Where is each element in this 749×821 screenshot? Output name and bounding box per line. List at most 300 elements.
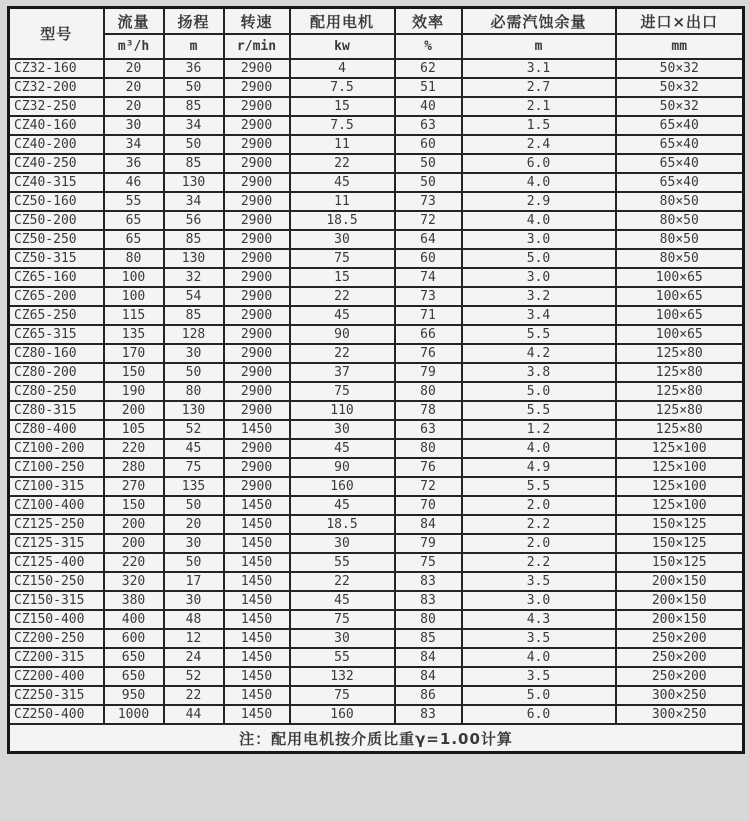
cell-efficiency: 84 xyxy=(395,648,462,667)
cell-efficiency: 63 xyxy=(395,116,462,135)
cell-power: 22 xyxy=(290,287,395,306)
cell-speed: 1450 xyxy=(224,553,290,572)
cell-flow: 220 xyxy=(104,439,164,458)
cell-ports: 250×200 xyxy=(616,648,744,667)
cell-head: 34 xyxy=(164,116,224,135)
col-unit-ports: mm xyxy=(616,34,744,59)
cell-npsh: 1.2 xyxy=(462,420,616,439)
cell-power: 110 xyxy=(290,401,395,420)
cell-head: 32 xyxy=(164,268,224,287)
table-row xyxy=(9,572,744,591)
cell-model: CZ250-315 xyxy=(9,686,104,705)
col-header-power: 配用电机 xyxy=(290,8,395,35)
cell-flow: 650 xyxy=(104,648,164,667)
table-row xyxy=(9,306,744,325)
cell-ports: 200×150 xyxy=(616,591,744,610)
cell-flow: 105 xyxy=(104,420,164,439)
cell-ports: 150×125 xyxy=(616,553,744,572)
col-header-npsh: 必需汽蚀余量 xyxy=(462,8,616,35)
cell-model: CZ125-250 xyxy=(9,515,104,534)
cell-head: 80 xyxy=(164,382,224,401)
table-row xyxy=(9,553,744,572)
cell-speed: 2900 xyxy=(224,458,290,477)
cell-ports: 80×50 xyxy=(616,249,744,268)
cell-npsh: 2.2 xyxy=(462,553,616,572)
cell-speed: 2900 xyxy=(224,325,290,344)
cell-efficiency: 84 xyxy=(395,667,462,686)
table-row xyxy=(9,496,744,515)
cell-power: 30 xyxy=(290,230,395,249)
cell-efficiency: 73 xyxy=(395,287,462,306)
cell-ports: 150×125 xyxy=(616,534,744,553)
cell-speed: 2900 xyxy=(224,439,290,458)
cell-npsh: 3.5 xyxy=(462,572,616,591)
cell-npsh: 2.7 xyxy=(462,78,616,97)
cell-efficiency: 50 xyxy=(395,173,462,192)
cell-model: CZ40-250 xyxy=(9,154,104,173)
cell-npsh: 3.0 xyxy=(462,591,616,610)
cell-speed: 2900 xyxy=(224,173,290,192)
table-row xyxy=(9,287,744,306)
table-footer xyxy=(9,724,744,753)
cell-ports: 65×40 xyxy=(616,116,744,135)
cell-head: 85 xyxy=(164,230,224,249)
cell-model: CZ125-315 xyxy=(9,534,104,553)
table-row xyxy=(9,268,744,287)
cell-power: 45 xyxy=(290,439,395,458)
cell-npsh: 5.5 xyxy=(462,401,616,420)
footnote: 注：配用电机按介质比重γ=1.00计算 xyxy=(9,724,744,753)
cell-flow: 115 xyxy=(104,306,164,325)
cell-speed: 1450 xyxy=(224,610,290,629)
cell-npsh: 4.0 xyxy=(462,439,616,458)
cell-efficiency: 83 xyxy=(395,705,462,724)
cell-head: 52 xyxy=(164,420,224,439)
cell-efficiency: 86 xyxy=(395,686,462,705)
cell-flow: 80 xyxy=(104,249,164,268)
cell-ports: 250×200 xyxy=(616,629,744,648)
cell-flow: 20 xyxy=(104,97,164,116)
cell-efficiency: 79 xyxy=(395,363,462,382)
cell-speed: 1450 xyxy=(224,686,290,705)
table-row xyxy=(9,515,744,534)
cell-speed: 2900 xyxy=(224,135,290,154)
cell-npsh: 2.9 xyxy=(462,192,616,211)
cell-power: 160 xyxy=(290,705,395,724)
cell-model: CZ50-160 xyxy=(9,192,104,211)
cell-flow: 650 xyxy=(104,667,164,686)
col-unit-speed: r/min xyxy=(224,34,290,59)
cell-flow: 20 xyxy=(104,78,164,97)
cell-model: CZ80-200 xyxy=(9,363,104,382)
cell-flow: 135 xyxy=(104,325,164,344)
cell-efficiency: 80 xyxy=(395,610,462,629)
cell-ports: 65×40 xyxy=(616,154,744,173)
table-row xyxy=(9,534,744,553)
cell-speed: 2900 xyxy=(224,401,290,420)
table-row xyxy=(9,667,744,686)
cell-model: CZ80-160 xyxy=(9,344,104,363)
cell-efficiency: 83 xyxy=(395,572,462,591)
cell-speed: 2900 xyxy=(224,211,290,230)
cell-head: 17 xyxy=(164,572,224,591)
cell-head: 50 xyxy=(164,553,224,572)
cell-power: 160 xyxy=(290,477,395,496)
cell-power: 11 xyxy=(290,192,395,211)
cell-power: 90 xyxy=(290,325,395,344)
cell-model: CZ32-250 xyxy=(9,97,104,116)
cell-model: CZ250-400 xyxy=(9,705,104,724)
cell-model: CZ50-200 xyxy=(9,211,104,230)
cell-model: CZ100-315 xyxy=(9,477,104,496)
cell-flow: 34 xyxy=(104,135,164,154)
cell-model: CZ125-400 xyxy=(9,553,104,572)
cell-power: 15 xyxy=(290,268,395,287)
pump-spec-table xyxy=(7,6,745,754)
table-row xyxy=(9,363,744,382)
table-row xyxy=(9,78,744,97)
table-row xyxy=(9,458,744,477)
cell-model: CZ200-315 xyxy=(9,648,104,667)
cell-flow: 65 xyxy=(104,211,164,230)
cell-flow: 200 xyxy=(104,401,164,420)
cell-flow: 380 xyxy=(104,591,164,610)
cell-npsh: 2.0 xyxy=(462,534,616,553)
cell-ports: 65×40 xyxy=(616,173,744,192)
col-unit-efficiency: % xyxy=(395,34,462,59)
cell-flow: 320 xyxy=(104,572,164,591)
cell-model: CZ40-200 xyxy=(9,135,104,154)
cell-head: 130 xyxy=(164,173,224,192)
cell-head: 30 xyxy=(164,591,224,610)
cell-efficiency: 60 xyxy=(395,249,462,268)
cell-flow: 30 xyxy=(104,116,164,135)
cell-ports: 300×250 xyxy=(616,705,744,724)
cell-npsh: 2.1 xyxy=(462,97,616,116)
cell-efficiency: 64 xyxy=(395,230,462,249)
cell-head: 44 xyxy=(164,705,224,724)
cell-head: 52 xyxy=(164,667,224,686)
cell-npsh: 4.2 xyxy=(462,344,616,363)
cell-power: 30 xyxy=(290,629,395,648)
table-row xyxy=(9,135,744,154)
cell-speed: 2900 xyxy=(224,192,290,211)
header-label-row xyxy=(9,8,744,35)
cell-ports: 50×32 xyxy=(616,59,744,78)
cell-power: 22 xyxy=(290,572,395,591)
cell-flow: 170 xyxy=(104,344,164,363)
cell-speed: 1450 xyxy=(224,420,290,439)
cell-speed: 2900 xyxy=(224,477,290,496)
cell-npsh: 4.3 xyxy=(462,610,616,629)
cell-model: CZ50-250 xyxy=(9,230,104,249)
cell-head: 30 xyxy=(164,534,224,553)
cell-ports: 150×125 xyxy=(616,515,744,534)
cell-npsh: 3.1 xyxy=(462,59,616,78)
col-unit-npsh: m xyxy=(462,34,616,59)
cell-npsh: 5.0 xyxy=(462,382,616,401)
cell-efficiency: 71 xyxy=(395,306,462,325)
cell-efficiency: 85 xyxy=(395,629,462,648)
table-row xyxy=(9,211,744,230)
cell-head: 36 xyxy=(164,59,224,78)
cell-flow: 150 xyxy=(104,363,164,382)
cell-power: 11 xyxy=(290,135,395,154)
cell-flow: 200 xyxy=(104,534,164,553)
col-unit-head: m xyxy=(164,34,224,59)
cell-speed: 2900 xyxy=(224,344,290,363)
cell-ports: 80×50 xyxy=(616,192,744,211)
cell-speed: 2900 xyxy=(224,230,290,249)
cell-npsh: 2.2 xyxy=(462,515,616,534)
cell-npsh: 4.0 xyxy=(462,211,616,230)
col-header-speed: 转速 xyxy=(224,8,290,35)
cell-ports: 100×65 xyxy=(616,268,744,287)
cell-power: 75 xyxy=(290,686,395,705)
cell-ports: 300×250 xyxy=(616,686,744,705)
cell-speed: 2900 xyxy=(224,363,290,382)
table-row xyxy=(9,344,744,363)
cell-head: 54 xyxy=(164,287,224,306)
cell-flow: 100 xyxy=(104,287,164,306)
cell-efficiency: 75 xyxy=(395,553,462,572)
cell-efficiency: 72 xyxy=(395,477,462,496)
table-row xyxy=(9,629,744,648)
cell-efficiency: 84 xyxy=(395,515,462,534)
cell-power: 7.5 xyxy=(290,78,395,97)
cell-ports: 125×100 xyxy=(616,439,744,458)
cell-efficiency: 83 xyxy=(395,591,462,610)
cell-npsh: 3.8 xyxy=(462,363,616,382)
cell-ports: 100×65 xyxy=(616,306,744,325)
table-row xyxy=(9,401,744,420)
cell-speed: 2900 xyxy=(224,154,290,173)
cell-head: 56 xyxy=(164,211,224,230)
cell-ports: 125×80 xyxy=(616,401,744,420)
cell-model: CZ65-315 xyxy=(9,325,104,344)
cell-model: CZ200-400 xyxy=(9,667,104,686)
cell-ports: 125×80 xyxy=(616,382,744,401)
cell-power: 22 xyxy=(290,344,395,363)
cell-power: 30 xyxy=(290,420,395,439)
cell-power: 4 xyxy=(290,59,395,78)
cell-head: 12 xyxy=(164,629,224,648)
cell-flow: 190 xyxy=(104,382,164,401)
cell-flow: 100 xyxy=(104,268,164,287)
table-row xyxy=(9,173,744,192)
cell-speed: 1450 xyxy=(224,667,290,686)
cell-ports: 100×65 xyxy=(616,325,744,344)
cell-model: CZ80-250 xyxy=(9,382,104,401)
cell-power: 7.5 xyxy=(290,116,395,135)
cell-npsh: 6.0 xyxy=(462,705,616,724)
table-row xyxy=(9,116,744,135)
table-row xyxy=(9,477,744,496)
cell-head: 50 xyxy=(164,496,224,515)
table-row xyxy=(9,382,744,401)
col-header-model: 型号 xyxy=(9,8,104,60)
cell-speed: 2900 xyxy=(224,59,290,78)
cell-flow: 46 xyxy=(104,173,164,192)
cell-efficiency: 79 xyxy=(395,534,462,553)
cell-speed: 1450 xyxy=(224,705,290,724)
cell-model: CZ65-160 xyxy=(9,268,104,287)
cell-head: 85 xyxy=(164,154,224,173)
cell-npsh: 3.5 xyxy=(462,629,616,648)
cell-efficiency: 80 xyxy=(395,382,462,401)
cell-ports: 125×100 xyxy=(616,477,744,496)
cell-power: 45 xyxy=(290,591,395,610)
cell-npsh: 2.0 xyxy=(462,496,616,515)
cell-head: 34 xyxy=(164,192,224,211)
cell-model: CZ65-250 xyxy=(9,306,104,325)
cell-head: 50 xyxy=(164,135,224,154)
cell-ports: 100×65 xyxy=(616,287,744,306)
cell-ports: 250×200 xyxy=(616,667,744,686)
cell-efficiency: 76 xyxy=(395,344,462,363)
cell-head: 24 xyxy=(164,648,224,667)
cell-flow: 950 xyxy=(104,686,164,705)
cell-model: CZ150-315 xyxy=(9,591,104,610)
cell-model: CZ32-200 xyxy=(9,78,104,97)
cell-head: 22 xyxy=(164,686,224,705)
col-header-ports: 进口×出口 xyxy=(616,8,744,35)
cell-speed: 2900 xyxy=(224,268,290,287)
cell-ports: 50×32 xyxy=(616,97,744,116)
cell-npsh: 5.0 xyxy=(462,686,616,705)
table-header xyxy=(9,8,744,60)
table-row xyxy=(9,686,744,705)
cell-power: 15 xyxy=(290,97,395,116)
cell-efficiency: 40 xyxy=(395,97,462,116)
cell-speed: 2900 xyxy=(224,287,290,306)
cell-flow: 65 xyxy=(104,230,164,249)
cell-ports: 65×40 xyxy=(616,135,744,154)
cell-npsh: 5.0 xyxy=(462,249,616,268)
cell-ports: 80×50 xyxy=(616,230,744,249)
cell-efficiency: 50 xyxy=(395,154,462,173)
table-row xyxy=(9,439,744,458)
cell-flow: 280 xyxy=(104,458,164,477)
cell-model: CZ100-400 xyxy=(9,496,104,515)
table-body xyxy=(9,59,744,724)
cell-head: 130 xyxy=(164,249,224,268)
cell-model: CZ100-200 xyxy=(9,439,104,458)
cell-head: 50 xyxy=(164,363,224,382)
footnote-row xyxy=(9,724,744,753)
cell-power: 90 xyxy=(290,458,395,477)
cell-flow: 20 xyxy=(104,59,164,78)
cell-head: 75 xyxy=(164,458,224,477)
cell-model: CZ150-400 xyxy=(9,610,104,629)
cell-efficiency: 80 xyxy=(395,439,462,458)
cell-head: 30 xyxy=(164,344,224,363)
cell-npsh: 3.2 xyxy=(462,287,616,306)
table-row xyxy=(9,705,744,724)
cell-npsh: 1.5 xyxy=(462,116,616,135)
cell-efficiency: 66 xyxy=(395,325,462,344)
cell-npsh: 6.0 xyxy=(462,154,616,173)
cell-power: 55 xyxy=(290,553,395,572)
cell-flow: 36 xyxy=(104,154,164,173)
col-unit-flow: m³/h xyxy=(104,34,164,59)
cell-efficiency: 62 xyxy=(395,59,462,78)
cell-model: CZ80-315 xyxy=(9,401,104,420)
cell-speed: 1450 xyxy=(224,648,290,667)
cell-flow: 1000 xyxy=(104,705,164,724)
cell-power: 45 xyxy=(290,173,395,192)
cell-model: CZ100-250 xyxy=(9,458,104,477)
cell-efficiency: 63 xyxy=(395,420,462,439)
cell-flow: 220 xyxy=(104,553,164,572)
cell-flow: 200 xyxy=(104,515,164,534)
cell-model: CZ40-160 xyxy=(9,116,104,135)
cell-speed: 2900 xyxy=(224,116,290,135)
cell-power: 18.5 xyxy=(290,211,395,230)
cell-power: 45 xyxy=(290,496,395,515)
table-row xyxy=(9,325,744,344)
cell-model: CZ150-250 xyxy=(9,572,104,591)
cell-model: CZ40-315 xyxy=(9,173,104,192)
cell-npsh: 2.4 xyxy=(462,135,616,154)
cell-head: 135 xyxy=(164,477,224,496)
col-header-flow: 流量 xyxy=(104,8,164,35)
table-row xyxy=(9,610,744,629)
cell-speed: 1450 xyxy=(224,534,290,553)
cell-head: 20 xyxy=(164,515,224,534)
cell-ports: 200×150 xyxy=(616,572,744,591)
cell-model: CZ80-400 xyxy=(9,420,104,439)
col-header-efficiency: 效率 xyxy=(395,8,462,35)
cell-efficiency: 60 xyxy=(395,135,462,154)
cell-power: 45 xyxy=(290,306,395,325)
cell-npsh: 4.0 xyxy=(462,648,616,667)
col-header-head: 扬程 xyxy=(164,8,224,35)
cell-head: 50 xyxy=(164,78,224,97)
cell-head: 48 xyxy=(164,610,224,629)
cell-efficiency: 78 xyxy=(395,401,462,420)
cell-ports: 125×100 xyxy=(616,458,744,477)
table-row xyxy=(9,192,744,211)
cell-model: CZ200-250 xyxy=(9,629,104,648)
col-unit-power: kw xyxy=(290,34,395,59)
cell-power: 55 xyxy=(290,648,395,667)
cell-ports: 125×80 xyxy=(616,420,744,439)
table-row xyxy=(9,648,744,667)
cell-head: 130 xyxy=(164,401,224,420)
cell-npsh: 5.5 xyxy=(462,477,616,496)
cell-ports: 125×80 xyxy=(616,363,744,382)
cell-npsh: 4.0 xyxy=(462,173,616,192)
cell-flow: 150 xyxy=(104,496,164,515)
cell-head: 128 xyxy=(164,325,224,344)
cell-speed: 2900 xyxy=(224,78,290,97)
cell-flow: 55 xyxy=(104,192,164,211)
cell-npsh: 4.9 xyxy=(462,458,616,477)
table-row xyxy=(9,230,744,249)
header-unit-row xyxy=(9,34,744,59)
cell-speed: 1450 xyxy=(224,629,290,648)
cell-ports: 125×100 xyxy=(616,496,744,515)
cell-power: 22 xyxy=(290,154,395,173)
cell-model: CZ32-160 xyxy=(9,59,104,78)
cell-efficiency: 70 xyxy=(395,496,462,515)
table-row xyxy=(9,591,744,610)
cell-efficiency: 76 xyxy=(395,458,462,477)
table-row xyxy=(9,59,744,78)
cell-speed: 2900 xyxy=(224,249,290,268)
cell-speed: 1450 xyxy=(224,591,290,610)
